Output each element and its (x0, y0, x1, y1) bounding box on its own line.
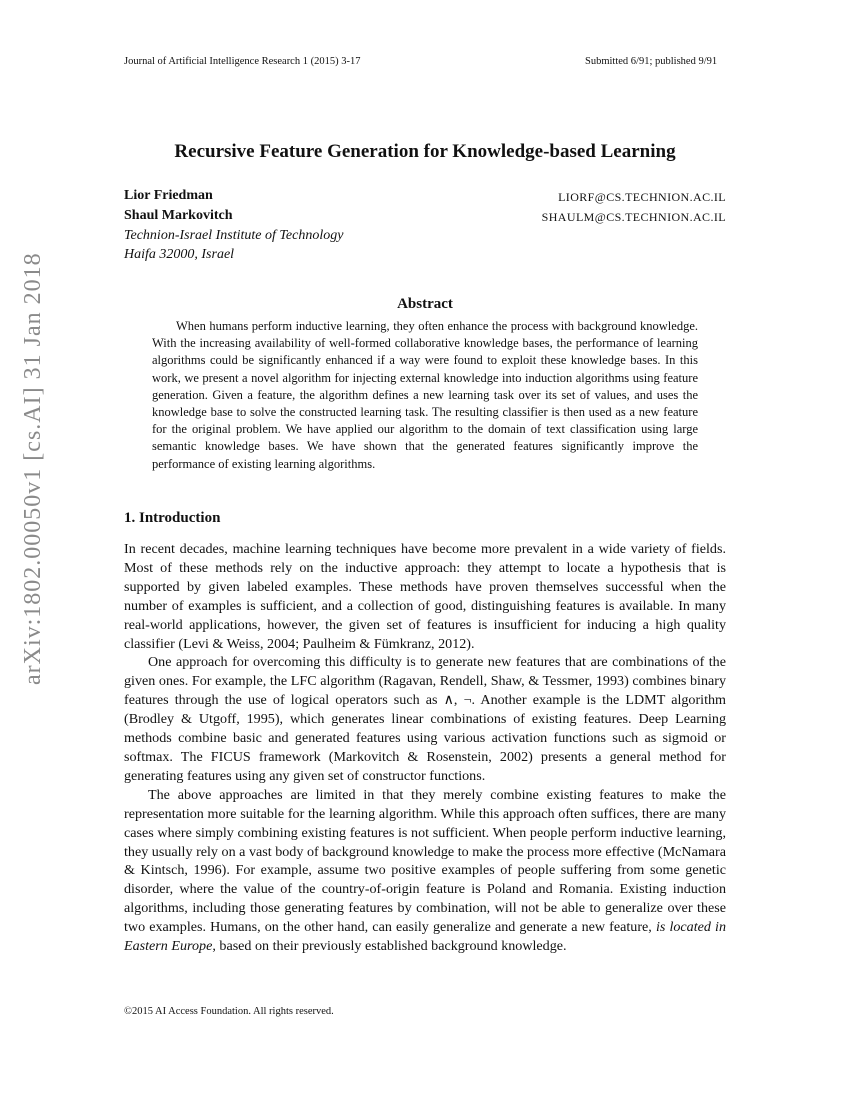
author-email: SHAULM@CS.TECHNION.AC.IL (541, 210, 726, 224)
section-heading: 1. Introduction (124, 510, 221, 526)
paragraph (124, 786, 726, 956)
affiliation-institution: Technion-Israel Institute of Technology (124, 228, 344, 243)
paragraph: In recent decades, machine learning techniques have become more prevalent in a wide variety of fields. Most of these methods rely on the inductive approach: they attempt to locate a hypothesis that is supported by given labeled examples. These methods have proven themselves successful when the number of examples is sufficient, and a collection of good, distinguishing features is available. In many real-world applications, however, the given set of features is insufficient for inducing a high quality classifier (Levi & Weiss, 2004; Paulheim & Fümkranz, 2012). (124, 541, 726, 652)
author-name: Shaul Markovitch (124, 208, 233, 223)
journal-header: Journal of Artificial Intelligence Research 1 (2015) 3-17 (124, 56, 361, 67)
paragraph-text: The above approaches are limited in that they merely combine existing features to make the representation more suitable for the learning algorithm. While this approach often suffices, there are many cases where simply combining existing features is not sufficient. When people perform inductive learning, they usually rely on a vast body of background knowledge to make the process more effective (McNamara & Kintsch, 1996). For example, assume two positive examples of people suffering from some genetic disorder, where the value of the country-of-origin feature is Poland and Romania. Existing induction algorithms, including those generating features by combination, will not be able to generalize over these two examples. Humans, on the other hand, can easily generalize and generate a new feature, (124, 786, 726, 936)
copyright-notice: ©2015 AI Access Foundation. All rights reserved. (124, 1006, 334, 1017)
abstract-text: When humans perform inductive learning, they often enhance the process with background knowledge. With the increasing availability of well-formed collaborative knowledge bases, the performance of learning algorithms could be significantly enhanced if a way were found to exploit these knowledge bases. In this work, we present a novel algorithm for injecting external knowledge into induction algorithms using feature generation. Given a feature, the algorithm defines a new learning task over its set of values, and uses the knowledge base to solve the constructed learning task. The resulting classifier is then used as a new feature for the original problem. We have applied our algorithm to the domain of text classification using large semantic knowledge bases. We have shown that the generated features significantly improve the performance of existing learning algorithms. (152, 319, 698, 471)
submission-info: Submitted 6/91; published 9/91 (585, 56, 718, 67)
section-body (124, 540, 726, 956)
affiliation-address: Haifa 32000, Israel (124, 247, 235, 262)
paragraph: One approach for overcoming this difficulty is to generate new features that are combinations of the given ones. For example, the LFC algorithm (Ragavan, Rendell, Shaw, & Tessmer, 1993) combines binary features through the use of logical operators such as ∧, ¬. Another example is the LDMT algorithm (Brodley & Utgoff, 1995), which generates linear combinations of existing features. Deep Learning methods combine basic and generated features using various activation functions such as sigmoid or softmax. The FICUS framework (Markovitch & Rosenstein, 2002) presents a general method for generating features using any given set of constructor functions. (124, 654, 726, 784)
author-email: LIORF@CS.TECHNION.AC.IL (558, 190, 726, 204)
paragraph-text: , based on their previously established background knowledge. (212, 938, 567, 955)
abstract-heading: Abstract (397, 296, 453, 312)
paper-title: Recursive Feature Generation for Knowledge-based Learning (174, 141, 676, 162)
arxiv-identifier: arXiv:1802.00050v1 [cs.AI] 31 Jan 2018 (20, 252, 46, 685)
author-name: Lior Friedman (124, 188, 213, 203)
emphasized-text: is located in Eastern Europe (124, 919, 726, 955)
